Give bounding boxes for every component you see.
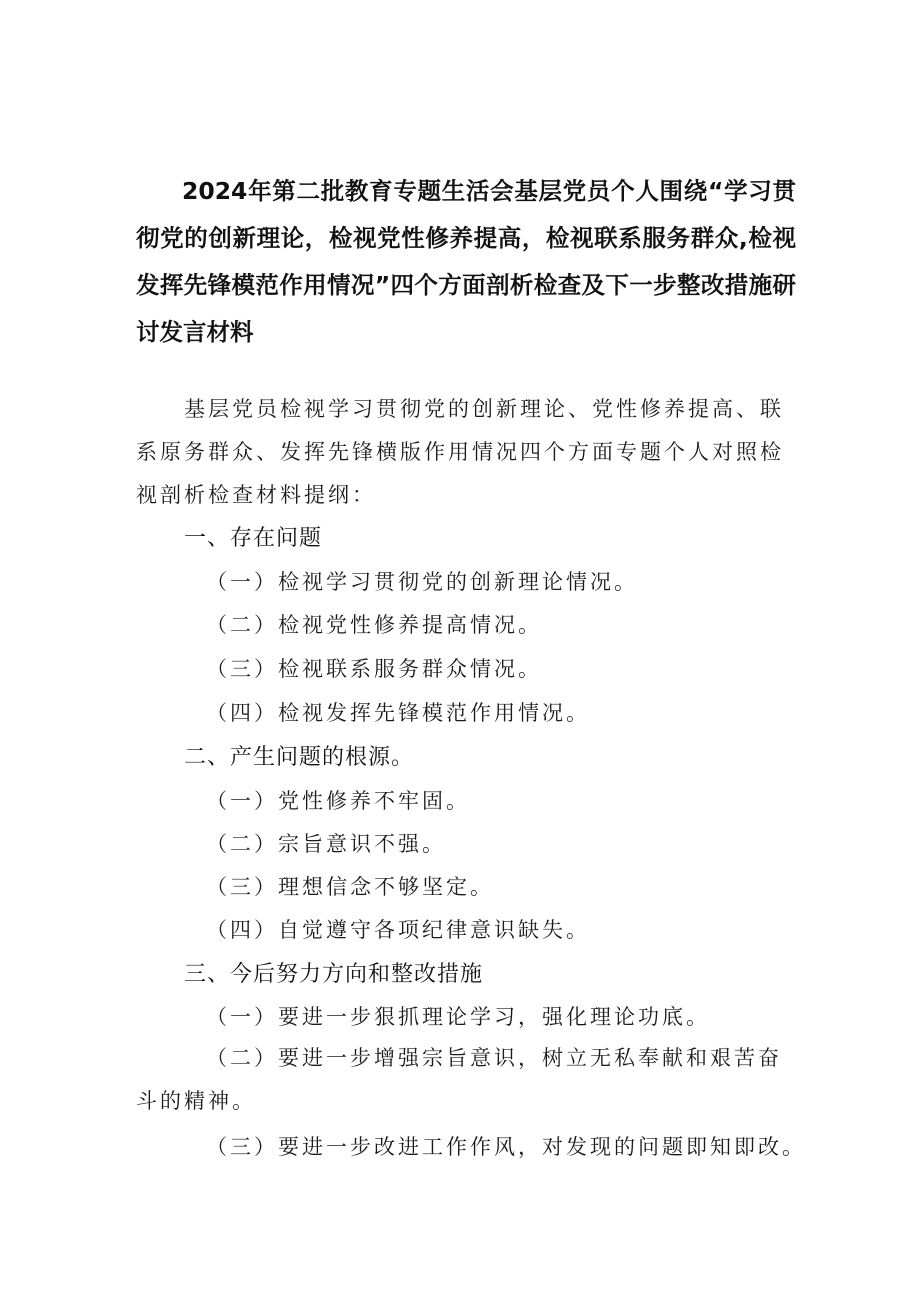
list-item: （三）要进一步改进工作作风，对发现的问题即知即改。 <box>206 1135 806 1159</box>
section-heading-root-causes: 二、产生问题的根源。 <box>184 745 415 770</box>
list-item: （三）理想信念不够坚定。 <box>206 875 494 899</box>
list-item: （一）党性修养不牢固。 <box>206 789 470 813</box>
list-item: （二）宗旨意识不强。 <box>206 832 446 856</box>
section-heading-rectification: 三、今后努力方向和整改措施 <box>184 962 484 987</box>
list-item: （四）检视发挥先锋模范作用情况。 <box>206 701 590 725</box>
intro-paragraph: 基层党员检视学习贯彻党的创新理论、党性修养提高、联系原务群众、发挥先锋横版作用情况四个方面专题个人对照检视剖析检查材料提纲： <box>136 397 784 507</box>
list-item: （四）自觉遵守各项纪律意识缺失。 <box>206 918 590 942</box>
list-item: （三）检视联系服务群众情况。 <box>206 657 542 681</box>
document-title: 2024年第二批教育专题生活会基层党员个人围绕“学习贯彻党的创新理论，检视党性修养提高，检视联系服务群众,检视发挥先锋模范作用情况”四个方面剖析检查及下一步整改措施研讨发言材料 <box>136 177 796 346</box>
list-item: （二）检视党性修养提高情况。 <box>206 613 542 637</box>
section-heading-problems: 一、存在问题 <box>184 526 323 551</box>
list-item: （一）要进一步狠抓理论学习，强化理论功底。 <box>206 1005 710 1029</box>
list-item: （一）检视学习贯彻党的创新理论情况。 <box>206 570 638 594</box>
list-item: （二）要进一步增强宗旨意识，树立无私奉献和艰苦奋斗的精神。 <box>136 1046 782 1113</box>
